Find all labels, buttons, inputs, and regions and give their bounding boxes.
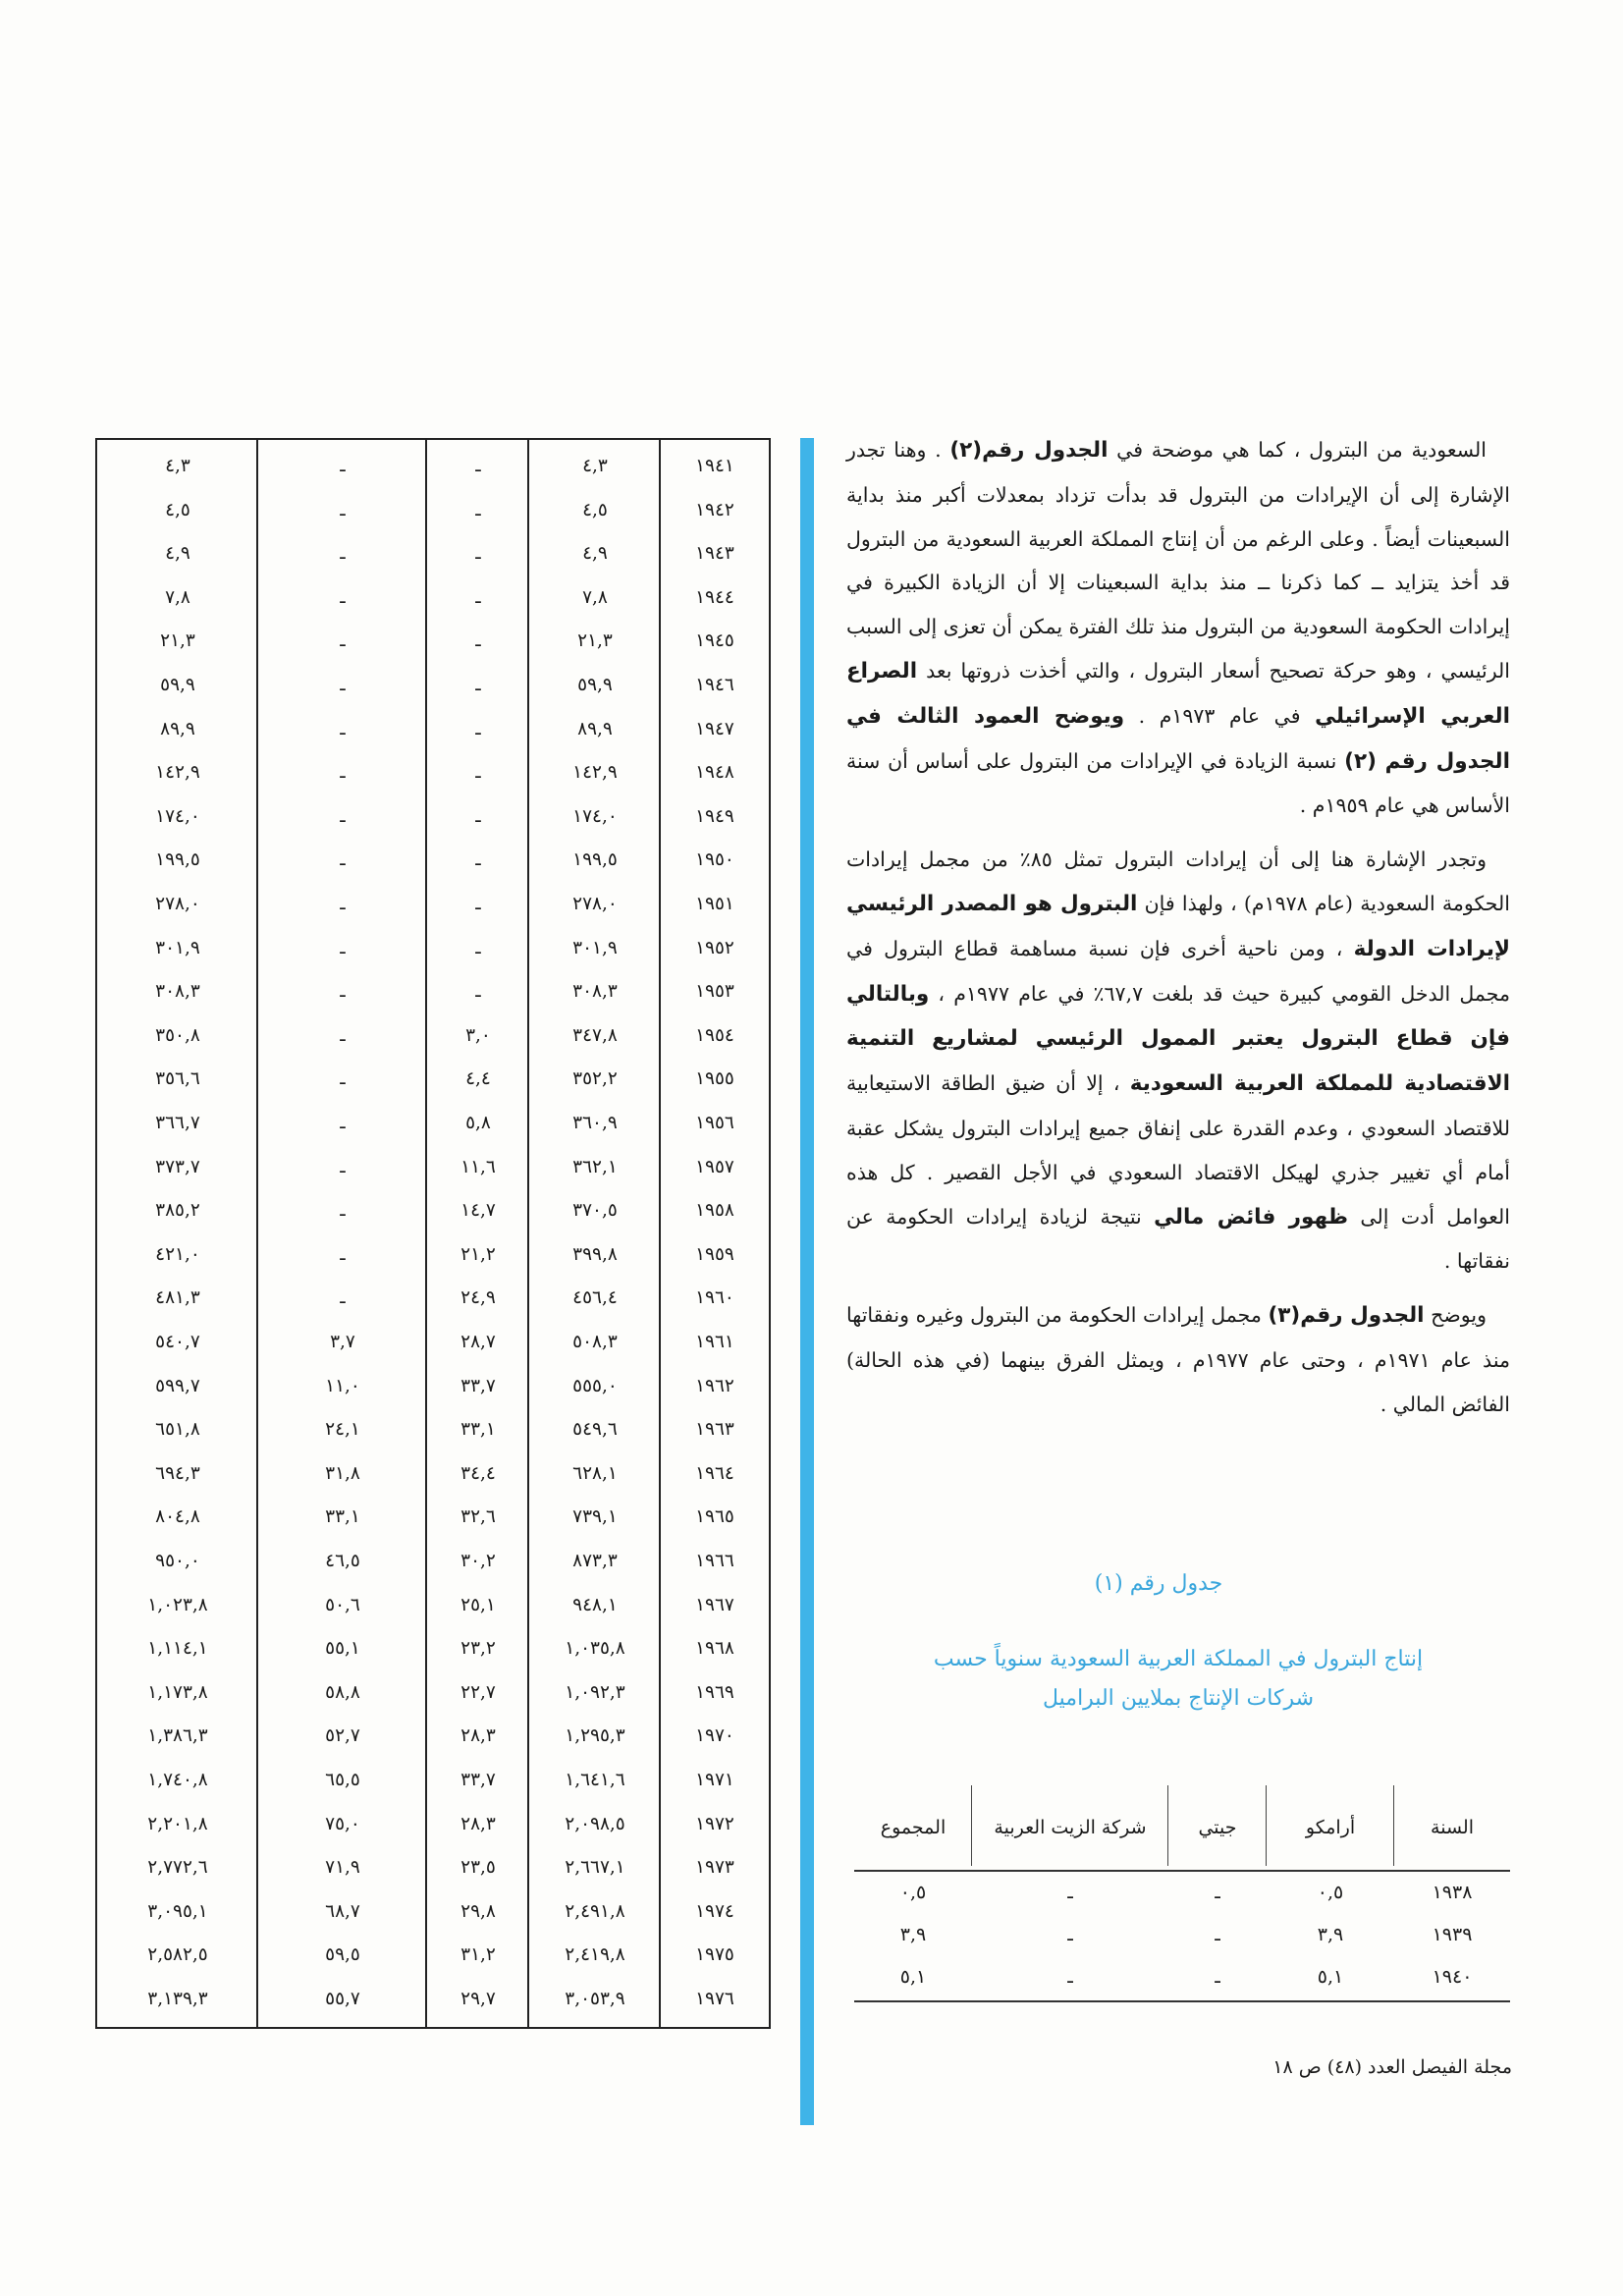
cell-arabian-oil: ـ bbox=[340, 805, 346, 827]
table-row bbox=[97, 1103, 769, 1147]
cell-arabian-oil: ـ bbox=[340, 630, 346, 652]
cell-arabian-oil: ـ bbox=[340, 1287, 346, 1309]
cell-year: ١٩٥٥ bbox=[695, 1068, 734, 1090]
table-row bbox=[97, 533, 769, 577]
table-row bbox=[97, 1672, 769, 1717]
table-row bbox=[97, 490, 769, 534]
table-row bbox=[97, 1847, 769, 1891]
table-row bbox=[97, 1453, 769, 1498]
cell-total: ٢٧٨,٠ bbox=[155, 894, 200, 914]
cell-total: ١,١٧٣,٨ bbox=[147, 1681, 208, 1703]
body-text: وتجدر الإشارة هنا إلى أن إيرادات البترول تمثل ٨٥٪ من مجمل إيرادات الحكومة السعودية (عام ١٩٧٨م) ، ولهذا فإن bbox=[846, 847, 1510, 915]
cell-year: ١٩٥٤ bbox=[695, 1024, 734, 1046]
table-row bbox=[97, 1891, 769, 1936]
table-row bbox=[97, 1190, 769, 1234]
cell-total: ١٤٢,٩ bbox=[155, 762, 200, 784]
cell-aramco: ٤,٣ bbox=[582, 456, 608, 476]
cell-total: ٣٧٣,٧ bbox=[155, 1156, 200, 1177]
cell-aramco: ٣٧٠,٥ bbox=[572, 1200, 618, 1222]
bottom-rule bbox=[854, 2000, 1510, 2002]
cell-aramco: ٨٧٣,٣ bbox=[572, 1551, 618, 1571]
article-body bbox=[846, 428, 1510, 1437]
table-row bbox=[97, 752, 769, 796]
cell-total: ٣,٩ bbox=[899, 1924, 927, 1945]
table-row bbox=[97, 577, 769, 622]
cell-arabian-oil: ـ bbox=[340, 894, 346, 914]
cell-aramco: ٣٠١,٩ bbox=[572, 937, 618, 958]
cell-arabian-oil: ٥٩,٥ bbox=[325, 1944, 360, 1966]
table-row bbox=[97, 709, 769, 753]
cell-year: ١٩٦٧ bbox=[695, 1594, 734, 1615]
cell-aramco: ٣٦٢,١ bbox=[572, 1156, 618, 1177]
cell-aramco: ٢,٤٩١,٨ bbox=[565, 1900, 625, 1922]
cell-getty: ٢٩,٧ bbox=[460, 1989, 496, 2009]
cell-year: ١٩٤٠ bbox=[1432, 1966, 1473, 1988]
cell-getty: ـ bbox=[1215, 1882, 1220, 1903]
body-text: السعودية من البترول ، كما هي موضحة في bbox=[1108, 438, 1487, 462]
cell-getty: ٣٣,٧ bbox=[460, 1375, 496, 1396]
cell-getty: ٢١,٢ bbox=[460, 1243, 496, 1265]
table-row bbox=[854, 1914, 1510, 1956]
body-text: مجمل إيرادات الحكومة من البترول وغيره ونفقاتها منذ عام ١٩٧١م ، وحتى عام ١٩٧٧م ، ويمثل الفرق بينهما (في هذه الحالة) الفائض المالي . bbox=[846, 1303, 1510, 1416]
production-table-start bbox=[854, 1785, 1510, 1988]
cell-year: ١٩٦٩ bbox=[695, 1681, 734, 1703]
cell-total: ٢١,٣ bbox=[160, 630, 195, 652]
table-row bbox=[97, 1935, 769, 1979]
table-row bbox=[97, 1147, 769, 1191]
cell-total: ٣٥٦,٦ bbox=[155, 1068, 200, 1090]
cell-aramco: ٦٢٨,١ bbox=[572, 1462, 618, 1484]
cell-arabian-oil: ٧٥,٠ bbox=[325, 1813, 360, 1834]
cell-arabian-oil: ـ bbox=[1067, 1882, 1073, 1903]
cell-aramco: ٣,٩ bbox=[1317, 1924, 1344, 1945]
cell-arabian-oil: ـ bbox=[340, 849, 346, 871]
cell-arabian-oil: ـ bbox=[340, 1156, 346, 1177]
table-row bbox=[97, 1409, 769, 1453]
cell-year: ١٩٤٨ bbox=[695, 762, 734, 784]
cell-total: ٣٦٦,٧ bbox=[155, 1113, 200, 1133]
body-text: ويوضح bbox=[1424, 1303, 1487, 1328]
cell-total: ٤٨١,٣ bbox=[155, 1287, 200, 1309]
cell-total: ٣٠١,٩ bbox=[155, 937, 200, 958]
header-arabian-oil: شركة الزيت العربية bbox=[994, 1817, 1147, 1838]
cell-total: ١,١١٤,١ bbox=[147, 1638, 208, 1660]
emphasis-text: الجدول رقم(٣) bbox=[1268, 1303, 1425, 1329]
cell-arabian-oil: ٤٦,٥ bbox=[325, 1551, 360, 1571]
cell-year: ١٩٤١ bbox=[695, 456, 734, 476]
cell-total: ٥٩,٩ bbox=[160, 675, 195, 695]
cell-arabian-oil: ـ bbox=[340, 1024, 346, 1046]
cell-arabian-oil: ٥٨,٨ bbox=[325, 1681, 360, 1703]
cell-getty: ـ bbox=[475, 499, 481, 520]
table-row bbox=[97, 1366, 769, 1410]
cell-total: ٤٢١,٠ bbox=[155, 1243, 200, 1265]
table-row bbox=[97, 1628, 769, 1672]
table-row bbox=[97, 1497, 769, 1541]
cell-aramco: ٠,٥ bbox=[1317, 1882, 1344, 1903]
cell-getty: ٢٨,٣ bbox=[460, 1813, 496, 1834]
cell-getty: ٢٤,٩ bbox=[460, 1287, 496, 1309]
table-row bbox=[97, 840, 769, 884]
cell-total: ٤,٥ bbox=[165, 499, 190, 520]
table-row bbox=[97, 1322, 769, 1366]
cell-year: ١٩٤٤ bbox=[695, 586, 734, 608]
header-total: المجموع bbox=[880, 1817, 947, 1838]
cell-total: ١٧٤,٠ bbox=[155, 805, 200, 827]
cell-aramco: ٣,٠٥٣,٩ bbox=[565, 1989, 625, 2009]
cell-year: ١٩٤٢ bbox=[695, 499, 734, 520]
emphasis-text: ظهور فائض مالي bbox=[1154, 1204, 1348, 1230]
cell-aramco: ٥٤٩,٦ bbox=[572, 1419, 618, 1441]
cell-aramco: ٧٣٩,١ bbox=[572, 1506, 618, 1528]
cell-getty: ـ bbox=[475, 805, 481, 827]
table-row bbox=[97, 1059, 769, 1103]
cell-aramco: ٥٥٥,٠ bbox=[572, 1375, 618, 1396]
cell-arabian-oil: ـ bbox=[340, 499, 346, 520]
cell-arabian-oil: ـ bbox=[340, 937, 346, 958]
cell-arabian-oil: ـ bbox=[1067, 1966, 1073, 1988]
cell-getty: ٣٤,٤ bbox=[460, 1462, 496, 1484]
column-divider bbox=[800, 438, 814, 2125]
cell-getty: ٢٣,٥ bbox=[460, 1857, 496, 1879]
table-row bbox=[97, 1541, 769, 1585]
article-paragraph bbox=[846, 428, 1510, 828]
table-row bbox=[97, 928, 769, 972]
cell-arabian-oil: ٧١,٩ bbox=[325, 1857, 360, 1879]
cell-year: ١٩٧٥ bbox=[695, 1944, 734, 1966]
cell-arabian-oil: ٣,٧ bbox=[330, 1332, 355, 1352]
cell-total: ٣,١٣٩,٣ bbox=[147, 1989, 208, 2009]
cell-year: ١٩٧٠ bbox=[695, 1725, 734, 1747]
cell-aramco: ٥,١ bbox=[1317, 1966, 1344, 1988]
table-row bbox=[97, 796, 769, 841]
table-row bbox=[97, 1760, 769, 1804]
cell-getty: ـ bbox=[475, 456, 481, 476]
cell-getty: ـ bbox=[475, 675, 481, 695]
cell-aramco: ٧,٨ bbox=[582, 586, 608, 608]
cell-getty: ـ bbox=[475, 937, 481, 958]
header-getty: جيتي bbox=[1198, 1817, 1237, 1838]
cell-getty: ٢٩,٨ bbox=[460, 1900, 496, 1922]
cell-year: ١٩٧٤ bbox=[695, 1900, 734, 1922]
cell-arabian-oil: ٢٤,١ bbox=[325, 1419, 360, 1441]
cell-total: ٣٠٨,٣ bbox=[155, 981, 200, 1003]
cell-total: ٤,٣ bbox=[165, 456, 190, 476]
cell-aramco: ٥٩,٩ bbox=[577, 675, 613, 695]
cell-total: ٥,١ bbox=[899, 1966, 927, 1988]
table-body bbox=[854, 1872, 1510, 1998]
cell-total: ٥٩٩,٧ bbox=[155, 1375, 200, 1396]
body-text: ، ومن ناحية أخرى فإن نسبة مساهمة قطاع البترول في مجمل الدخل القومي كبيرة حيث قد بلغت ٦٧,٧٪ في عام ١٩٧٧م ، bbox=[846, 936, 1510, 1006]
table-row bbox=[97, 1278, 769, 1322]
cell-aramco: ٣٥٢,٢ bbox=[572, 1068, 618, 1090]
cell-total: ٨٩,٩ bbox=[160, 718, 195, 739]
emphasis-text: الجدول رقم(٢) bbox=[949, 438, 1109, 463]
cell-getty: ـ bbox=[1215, 1966, 1220, 1988]
body-text: في عام ١٩٧٣م . bbox=[1124, 703, 1316, 728]
table-row bbox=[97, 665, 769, 709]
cell-getty: ـ bbox=[475, 543, 481, 565]
cell-total: ٣٥٠,٨ bbox=[155, 1024, 200, 1046]
cell-aramco: ٣٩٩,٨ bbox=[572, 1243, 618, 1265]
cell-total: ٢,٥٨٢,٥ bbox=[147, 1944, 208, 1966]
cell-aramco: ٣٤٧,٨ bbox=[572, 1024, 618, 1046]
cell-arabian-oil: ـ bbox=[1067, 1924, 1073, 1945]
cell-arabian-oil: ـ bbox=[340, 675, 346, 695]
table-row bbox=[854, 1872, 1510, 1914]
cell-year: ١٩٤٧ bbox=[695, 718, 734, 739]
cell-getty: ٣٠,٢ bbox=[460, 1551, 496, 1571]
cell-arabian-oil: ٥٢,٧ bbox=[325, 1725, 360, 1747]
cell-aramco: ٤,٩ bbox=[582, 543, 608, 565]
article-paragraph bbox=[846, 838, 1510, 1284]
header-aramco: أرامكو bbox=[1305, 1817, 1356, 1838]
cell-year: ١٩٦٠ bbox=[695, 1287, 734, 1309]
cell-getty: ٣٣,١ bbox=[460, 1419, 496, 1441]
table-row bbox=[97, 1716, 769, 1760]
cell-aramco: ٨٩,٩ bbox=[577, 718, 613, 739]
cell-getty: ٣,٠ bbox=[465, 1024, 491, 1046]
cell-aramco: ١,٦٤١,٦ bbox=[565, 1770, 625, 1790]
cell-year: ١٩٥٠ bbox=[695, 849, 734, 871]
cell-aramco: ٥٠٨,٣ bbox=[572, 1332, 618, 1352]
cell-aramco: ٢,٦٦٧,١ bbox=[565, 1857, 625, 1879]
cell-arabian-oil: ٣١,٨ bbox=[325, 1462, 360, 1484]
cell-year: ١٩٤٣ bbox=[695, 543, 734, 565]
cell-arabian-oil: ٣٣,١ bbox=[325, 1506, 360, 1528]
cell-aramco: ١,٠٩٢,٣ bbox=[565, 1681, 625, 1703]
cell-total: ٢,٢٠١,٨ bbox=[147, 1813, 208, 1834]
cell-year: ١٩٥٩ bbox=[695, 1243, 734, 1265]
cell-total: ٠,٥ bbox=[899, 1882, 927, 1903]
cell-getty: ـ bbox=[475, 718, 481, 739]
cell-year: ١٩٤٩ bbox=[695, 805, 734, 827]
cell-aramco: ٤,٥ bbox=[582, 499, 608, 520]
emphasis-text: البترول هو المصدر الرئيسي لإيرادات الدولة bbox=[846, 891, 1510, 961]
cell-year: ١٩٦٤ bbox=[695, 1462, 734, 1484]
cell-total: ٦٥١,٨ bbox=[155, 1419, 200, 1441]
cell-aramco: ٢٧٨,٠ bbox=[572, 894, 618, 914]
cell-arabian-oil: ـ bbox=[340, 1200, 346, 1222]
cell-year: ١٩٦٦ bbox=[695, 1551, 734, 1571]
emphasis-text: ويوضح العمود الثالث في الجدول رقم (٢) bbox=[846, 703, 1510, 774]
cell-getty: ٢٣,٢ bbox=[460, 1638, 496, 1660]
body-text: ، إلا أن ضيق الطاقة الاستيعابية للاقتصاد السعودي ، وعدم القدرة على إنفاق جميع إيرادات البترول يشكل عقبة أمام أي تغيير جذري لهيكل الاقتصاد السعودي في الأجل القصير . كل هذه العوامل أدت إلى bbox=[846, 1071, 1510, 1229]
cell-aramco: ١,٢٩٥,٣ bbox=[565, 1725, 625, 1747]
cell-year: ١٩٦٨ bbox=[695, 1638, 734, 1660]
cell-year: ١٩٧٣ bbox=[695, 1857, 734, 1879]
cell-total: ٨٠٤,٨ bbox=[155, 1506, 200, 1528]
table-header-row bbox=[854, 1785, 1510, 1872]
cell-aramco: ٢,٠٩٨,٥ bbox=[565, 1813, 625, 1834]
cell-getty: ٣٣,٧ bbox=[460, 1770, 496, 1790]
cell-total: ٥٤٠,٧ bbox=[155, 1332, 200, 1352]
table-row bbox=[854, 1956, 1510, 1998]
cell-total: ١٩٩,٥ bbox=[155, 849, 200, 871]
cell-getty: ـ bbox=[475, 762, 481, 784]
cell-aramco: ٢,٤١٩,٨ bbox=[565, 1944, 625, 1966]
cell-getty: ـ bbox=[1215, 1924, 1220, 1945]
cell-year: ١٩٥١ bbox=[695, 894, 734, 914]
cell-year: ١٩٥٢ bbox=[695, 937, 734, 958]
cell-aramco: ٩٤٨,١ bbox=[572, 1594, 618, 1615]
cell-aramco: ١٧٤,٠ bbox=[572, 805, 618, 827]
table-row bbox=[97, 1804, 769, 1848]
cell-total: ٢,٧٧٢,٦ bbox=[147, 1857, 208, 1879]
body-text: . وهنا تجدر الإشارة إلى أن الإيرادات من البترول قد بدأت تزداد بمعدلات أكبر منذ بداية السبعينات أيضاً . وعلى الرغم من أن إنتاج المملكة العربية السعودية من البترول قد أخذ يتزايد ــ كما ذكرنا ــ منذ بداية السبعينات إلا أن الزيادة الكبيرة في إيرادات الحكومة السعودية من البترول منذ تلك الفترة يمكن أن تعزى إلى السبب الرئيسي ، وهو حركة تصحيح أسعار البترول ، والتي أخذت ذروتها بعد bbox=[846, 438, 1510, 683]
cell-getty: ٢٨,٧ bbox=[460, 1332, 496, 1352]
cell-getty: ١١,٦ bbox=[460, 1156, 496, 1177]
body-text: نتيجة لزيادة إيرادات الحكومة عن نفقاتها . bbox=[846, 1204, 1510, 1274]
emphasis-text: وبالتالي فإن قطاع البترول يعتبر الممول الرئيسي لمشاريع التنمية الاقتصادية للمملكة العربية السعودية bbox=[846, 981, 1510, 1097]
cell-year: ١٩٧٦ bbox=[695, 1989, 734, 2009]
cell-arabian-oil: ٦٥,٥ bbox=[325, 1770, 360, 1790]
cell-arabian-oil: ٥٥,١ bbox=[325, 1638, 360, 1660]
cell-arabian-oil: ٥٥,٧ bbox=[325, 1989, 360, 2009]
cell-total: ٣,٠٩٥,١ bbox=[147, 1900, 208, 1922]
emphasis-text: الصراع العربي الإسرائيلي bbox=[846, 658, 1510, 729]
cell-year: ١٩٦٣ bbox=[695, 1419, 734, 1441]
cell-arabian-oil: ٦٨,٧ bbox=[325, 1900, 360, 1922]
cell-total: ٣٨٥,٢ bbox=[155, 1200, 200, 1222]
cell-arabian-oil: ١١,٠ bbox=[325, 1375, 360, 1396]
cell-year: ١٩٦٢ bbox=[695, 1375, 734, 1396]
cell-total: ١,٠٢٣,٨ bbox=[147, 1594, 208, 1615]
cell-getty: ـ bbox=[475, 630, 481, 652]
cell-arabian-oil: ـ bbox=[340, 718, 346, 739]
cell-arabian-oil: ـ bbox=[340, 762, 346, 784]
cell-total: ١,٧٤٠,٨ bbox=[147, 1770, 208, 1790]
cell-getty: ٣١,٢ bbox=[460, 1944, 496, 1966]
cell-aramco: ٣٠٨,٣ bbox=[572, 981, 618, 1003]
cell-year: ١٩٧١ bbox=[695, 1770, 734, 1790]
production-table-continued bbox=[95, 438, 771, 2029]
cell-total: ٩٥٠,٠ bbox=[155, 1551, 200, 1571]
table-row bbox=[97, 446, 769, 490]
cell-total: ٦٩٤,٣ bbox=[155, 1462, 200, 1484]
cell-getty: ٢٨,٣ bbox=[460, 1725, 496, 1747]
cell-getty: ١٤,٧ bbox=[460, 1200, 496, 1222]
cell-year: ١٩٣٨ bbox=[1432, 1882, 1473, 1903]
cell-year: ١٩٥٦ bbox=[695, 1113, 734, 1133]
cell-year: ١٩٦١ bbox=[695, 1332, 734, 1352]
cell-getty: ٣٢,٦ bbox=[460, 1506, 496, 1528]
cell-year: ١٩٣٩ bbox=[1432, 1924, 1473, 1945]
cell-getty: ـ bbox=[475, 586, 481, 608]
cell-aramco: ١٩٩,٥ bbox=[572, 849, 618, 871]
cell-total: ٤,٩ bbox=[165, 543, 190, 565]
cell-total: ٧,٨ bbox=[165, 586, 190, 608]
cell-getty: ـ bbox=[475, 981, 481, 1003]
cell-arabian-oil: ـ bbox=[340, 1068, 346, 1090]
table-row bbox=[97, 1234, 769, 1279]
cell-getty: ـ bbox=[475, 849, 481, 871]
cell-getty: ٢٥,١ bbox=[460, 1594, 496, 1615]
cell-aramco: ١٤٢,٩ bbox=[572, 762, 618, 784]
cell-arabian-oil: ـ bbox=[340, 1243, 346, 1265]
article-paragraph bbox=[846, 1293, 1510, 1426]
table-caption-title: إنتاج البترول في المملكة العربية السعودية سنوياً حسب شركات الإنتاج بملايين البراميل bbox=[933, 1647, 1424, 1711]
cell-aramco: ٣٦٠,٩ bbox=[572, 1113, 618, 1133]
cell-arabian-oil: ـ bbox=[340, 586, 346, 608]
cell-year: ١٩٤٥ bbox=[695, 630, 734, 652]
header-year: السنة bbox=[1431, 1817, 1474, 1838]
cell-total: ١,٣٨٦,٣ bbox=[147, 1725, 208, 1747]
cell-getty: ٤,٤ bbox=[465, 1068, 491, 1090]
cell-year: ١٩٦٥ bbox=[695, 1506, 734, 1528]
cell-arabian-oil: ـ bbox=[340, 543, 346, 565]
cell-year: ١٩٥٣ bbox=[695, 981, 734, 1003]
cell-aramco: ١,٠٣٥,٨ bbox=[565, 1638, 625, 1660]
table-caption-number: جدول رقم (١) bbox=[1094, 1571, 1223, 1596]
cell-arabian-oil: ٥٠,٦ bbox=[325, 1594, 360, 1615]
cell-year: ١٩٥٨ bbox=[695, 1200, 734, 1222]
cell-year: ١٩٤٦ bbox=[695, 675, 734, 695]
cell-arabian-oil: ـ bbox=[340, 981, 346, 1003]
cell-getty: ٥,٨ bbox=[465, 1113, 491, 1133]
table-row bbox=[97, 1585, 769, 1629]
page-footer: مجلة الفيصل العدد (٤٨) ص ١٨ bbox=[1272, 2056, 1512, 2078]
table-row bbox=[97, 884, 769, 928]
cell-arabian-oil: ـ bbox=[340, 456, 346, 476]
cell-getty: ـ bbox=[475, 894, 481, 914]
cell-aramco: ٤٥٦,٤ bbox=[572, 1287, 618, 1309]
table-row bbox=[97, 1015, 769, 1060]
cell-getty: ٢٢,٧ bbox=[460, 1681, 496, 1703]
table-row bbox=[97, 971, 769, 1015]
cell-year: ١٩٧٢ bbox=[695, 1813, 734, 1834]
cell-year: ١٩٥٧ bbox=[695, 1156, 734, 1177]
cell-aramco: ٢١,٣ bbox=[577, 630, 613, 652]
body-text: نسبة الزيادة في الإيرادات من البترول على أساس أن سنة الأساس هي عام ١٩٥٩م . bbox=[846, 748, 1510, 818]
table-row bbox=[97, 1979, 769, 2023]
cell-arabian-oil: ـ bbox=[340, 1113, 346, 1133]
table-row bbox=[97, 621, 769, 665]
